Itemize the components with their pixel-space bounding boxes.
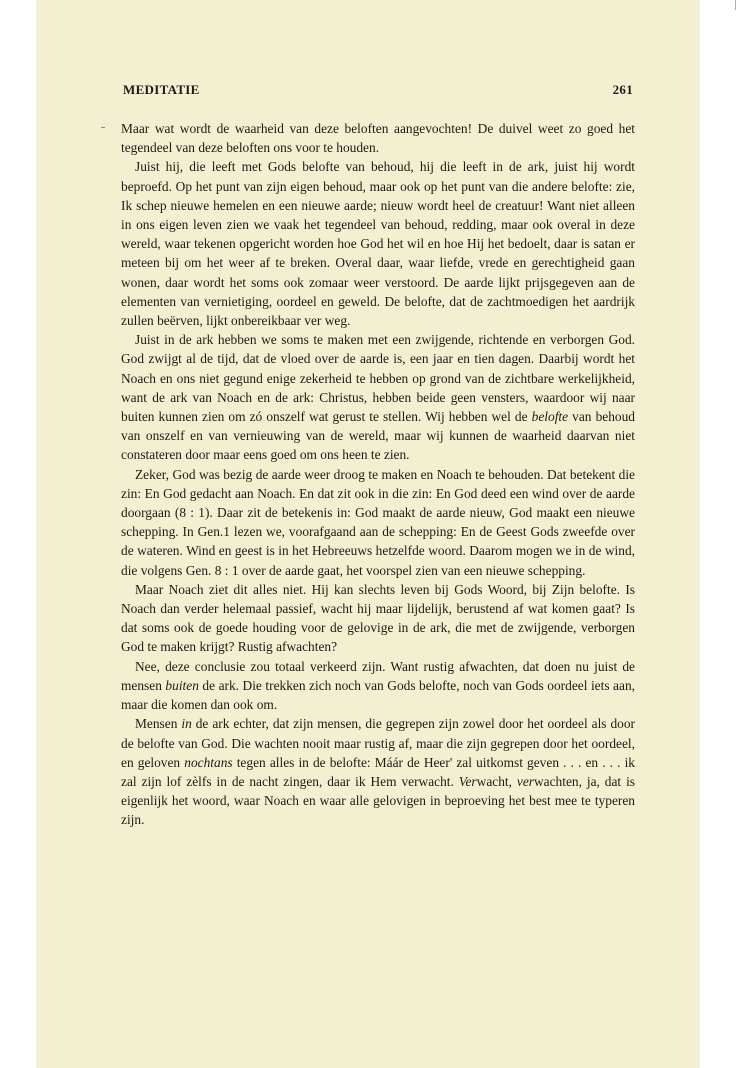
- text-run: Mensen: [135, 716, 182, 732]
- paragraph: [121, 119, 635, 157]
- text-run: de ark echter, dat zijn mensen, die gegrepen zijn zowel door het oordeel als door de belofte van God. Die wachten nooit maar rustig af, maar die zijn gegrepen door het oordeel, en geloven: [121, 716, 635, 770]
- text-run: Nee, deze conclusie zou totaal verkeerd zijn. Want rustig afwachten, dat doen nu juist de mensen: [121, 658, 635, 693]
- page-number: 261: [612, 82, 633, 97]
- text-run: Maar wat wordt de waarheid van deze beloften aangevochten! De duivel weet zo goed het tegendeel van deze beloften ons voor te houden.: [121, 121, 635, 156]
- italic-text: nochtans: [184, 754, 233, 770]
- paragraph: [121, 580, 635, 657]
- text-run: Juist in de ark hebben we soms te maken met een zwijgende, richtende en verborgen God. God zwijgt al de tijd, dat de vloed over de aarde is, een jaar en tien dagen. Daarbij wordt het Noach en ons niet gegund enige zekerheid te hebben op grond van de zichtbare werkelijkheid, want de ark van Noach en de ark: Christus, hebben beide geen vensters, waardoor wij naar buiten kunnen zien om zó onszelf wat gerust te stellen. Wij hebben wel de: [121, 332, 635, 425]
- paragraph: [121, 330, 635, 464]
- running-head: MEDITATIE: [123, 82, 200, 97]
- paragraph: [121, 465, 635, 580]
- page-header: [123, 82, 633, 100]
- body-text: [121, 119, 635, 830]
- text-run: van behoud van onszelf en van vernieuwing van de wereld, maar wij kunnen de waarheid daarvan niet constateren door maar eens goed om ons heen te zien.: [121, 409, 635, 463]
- text-run: Juist hij, die leeft met Gods belofte van behoud, hij die leeft in de ark, juist hij wordt beproefd. Op het punt van zijn eigen behoud, maar ook op het punt van die andere belofte: zie, Ik schep nieuwe hemelen en een nieuwe aarde; nieuw wordt heel de creatuur! Want niet alleen in ons eigen leven zien we vaak het tegendeel van behoud, redding, maar ook overal in deze wereld, waar tekenen opgericht worden hoe God het wil en hoe Hij het bedoelt, daar is satan er meteen bij om het weer af te breken. Overal daar, waar liefde, vrede en gerechtigheid gaan wonen, daar wordt het soms ook zomaar weer verstoord. De aarde lijkt prijsgegeven aan de elementen van vernietiging, oordeel en geweld. De belofte, dat de zachtmoedigen het aardrijk zullen beërven, lijkt onbereikbaar ver weg.: [121, 159, 635, 329]
- text-run: Maar Noach ziet dit alles niet. Hij kan slechts leven bij Gods Woord, bij Zijn belofte. Is Noach dan verder helemaal passief, wacht hij maar lijdelijk, berustend af wat komen gaat? Is dat soms ook de goede houding voor de gelovige in de ark, die met de zwijgende, verborgen God te maken krijgt? Rustig afwachten?: [121, 581, 635, 655]
- italic-text: buiten: [165, 677, 199, 693]
- text-run: tegen alles in de belofte: Máár de Heer' zal uitkomst geven . . . en . . . ik zal zijn lof zèlfs in de nacht zingen, daar ik Hem verwacht.: [121, 754, 635, 789]
- text-run: wachten, ja, dat is eigenlijk het woord, waar Noach en waar alle gelovigen in beproeving het best mee te typeren zijn.: [121, 773, 635, 828]
- italic-text: belofte: [531, 409, 569, 425]
- italic-text: ver: [516, 773, 534, 789]
- edge-mark: [735, 0, 736, 10]
- paragraph: [121, 157, 635, 330]
- italic-text: in: [181, 716, 192, 732]
- text-run: Zeker, God was bezig de aarde weer droog te maken en Noach te behouden. Dat betekent die zin: En God gedacht aan Noach. En dat zit ook in die zin: En God deed een wind over de aarde doorgaan (8 : 1). Daar zit de betekenis in: God maakt de aarde nieuw, God maakt een nieuwe schepping. In Gen.1 lezen we, voorafgaand aan de schepping: En de Geest Gods zweefde over de wateren. Wind en geest is in het Hebreeuws hetzelfde woord. Daarom mogen we in de wind, die volgens Gen. 8 : 1 over de aarde gaat, het voorspel zien van een nieuwe schepping.: [121, 466, 635, 578]
- text-run: de ark. Die trekken zich noch van Gods belofte, noch van Gods oordeel iets aan, maar die komen dan ook om.: [121, 677, 635, 713]
- italic-text: Ver: [458, 773, 477, 789]
- margin-mark: [101, 127, 105, 128]
- text-run: wacht,: [476, 773, 517, 789]
- paragraph: [121, 714, 635, 829]
- paragraph: [121, 657, 635, 715]
- book-page: [36, 0, 700, 1068]
